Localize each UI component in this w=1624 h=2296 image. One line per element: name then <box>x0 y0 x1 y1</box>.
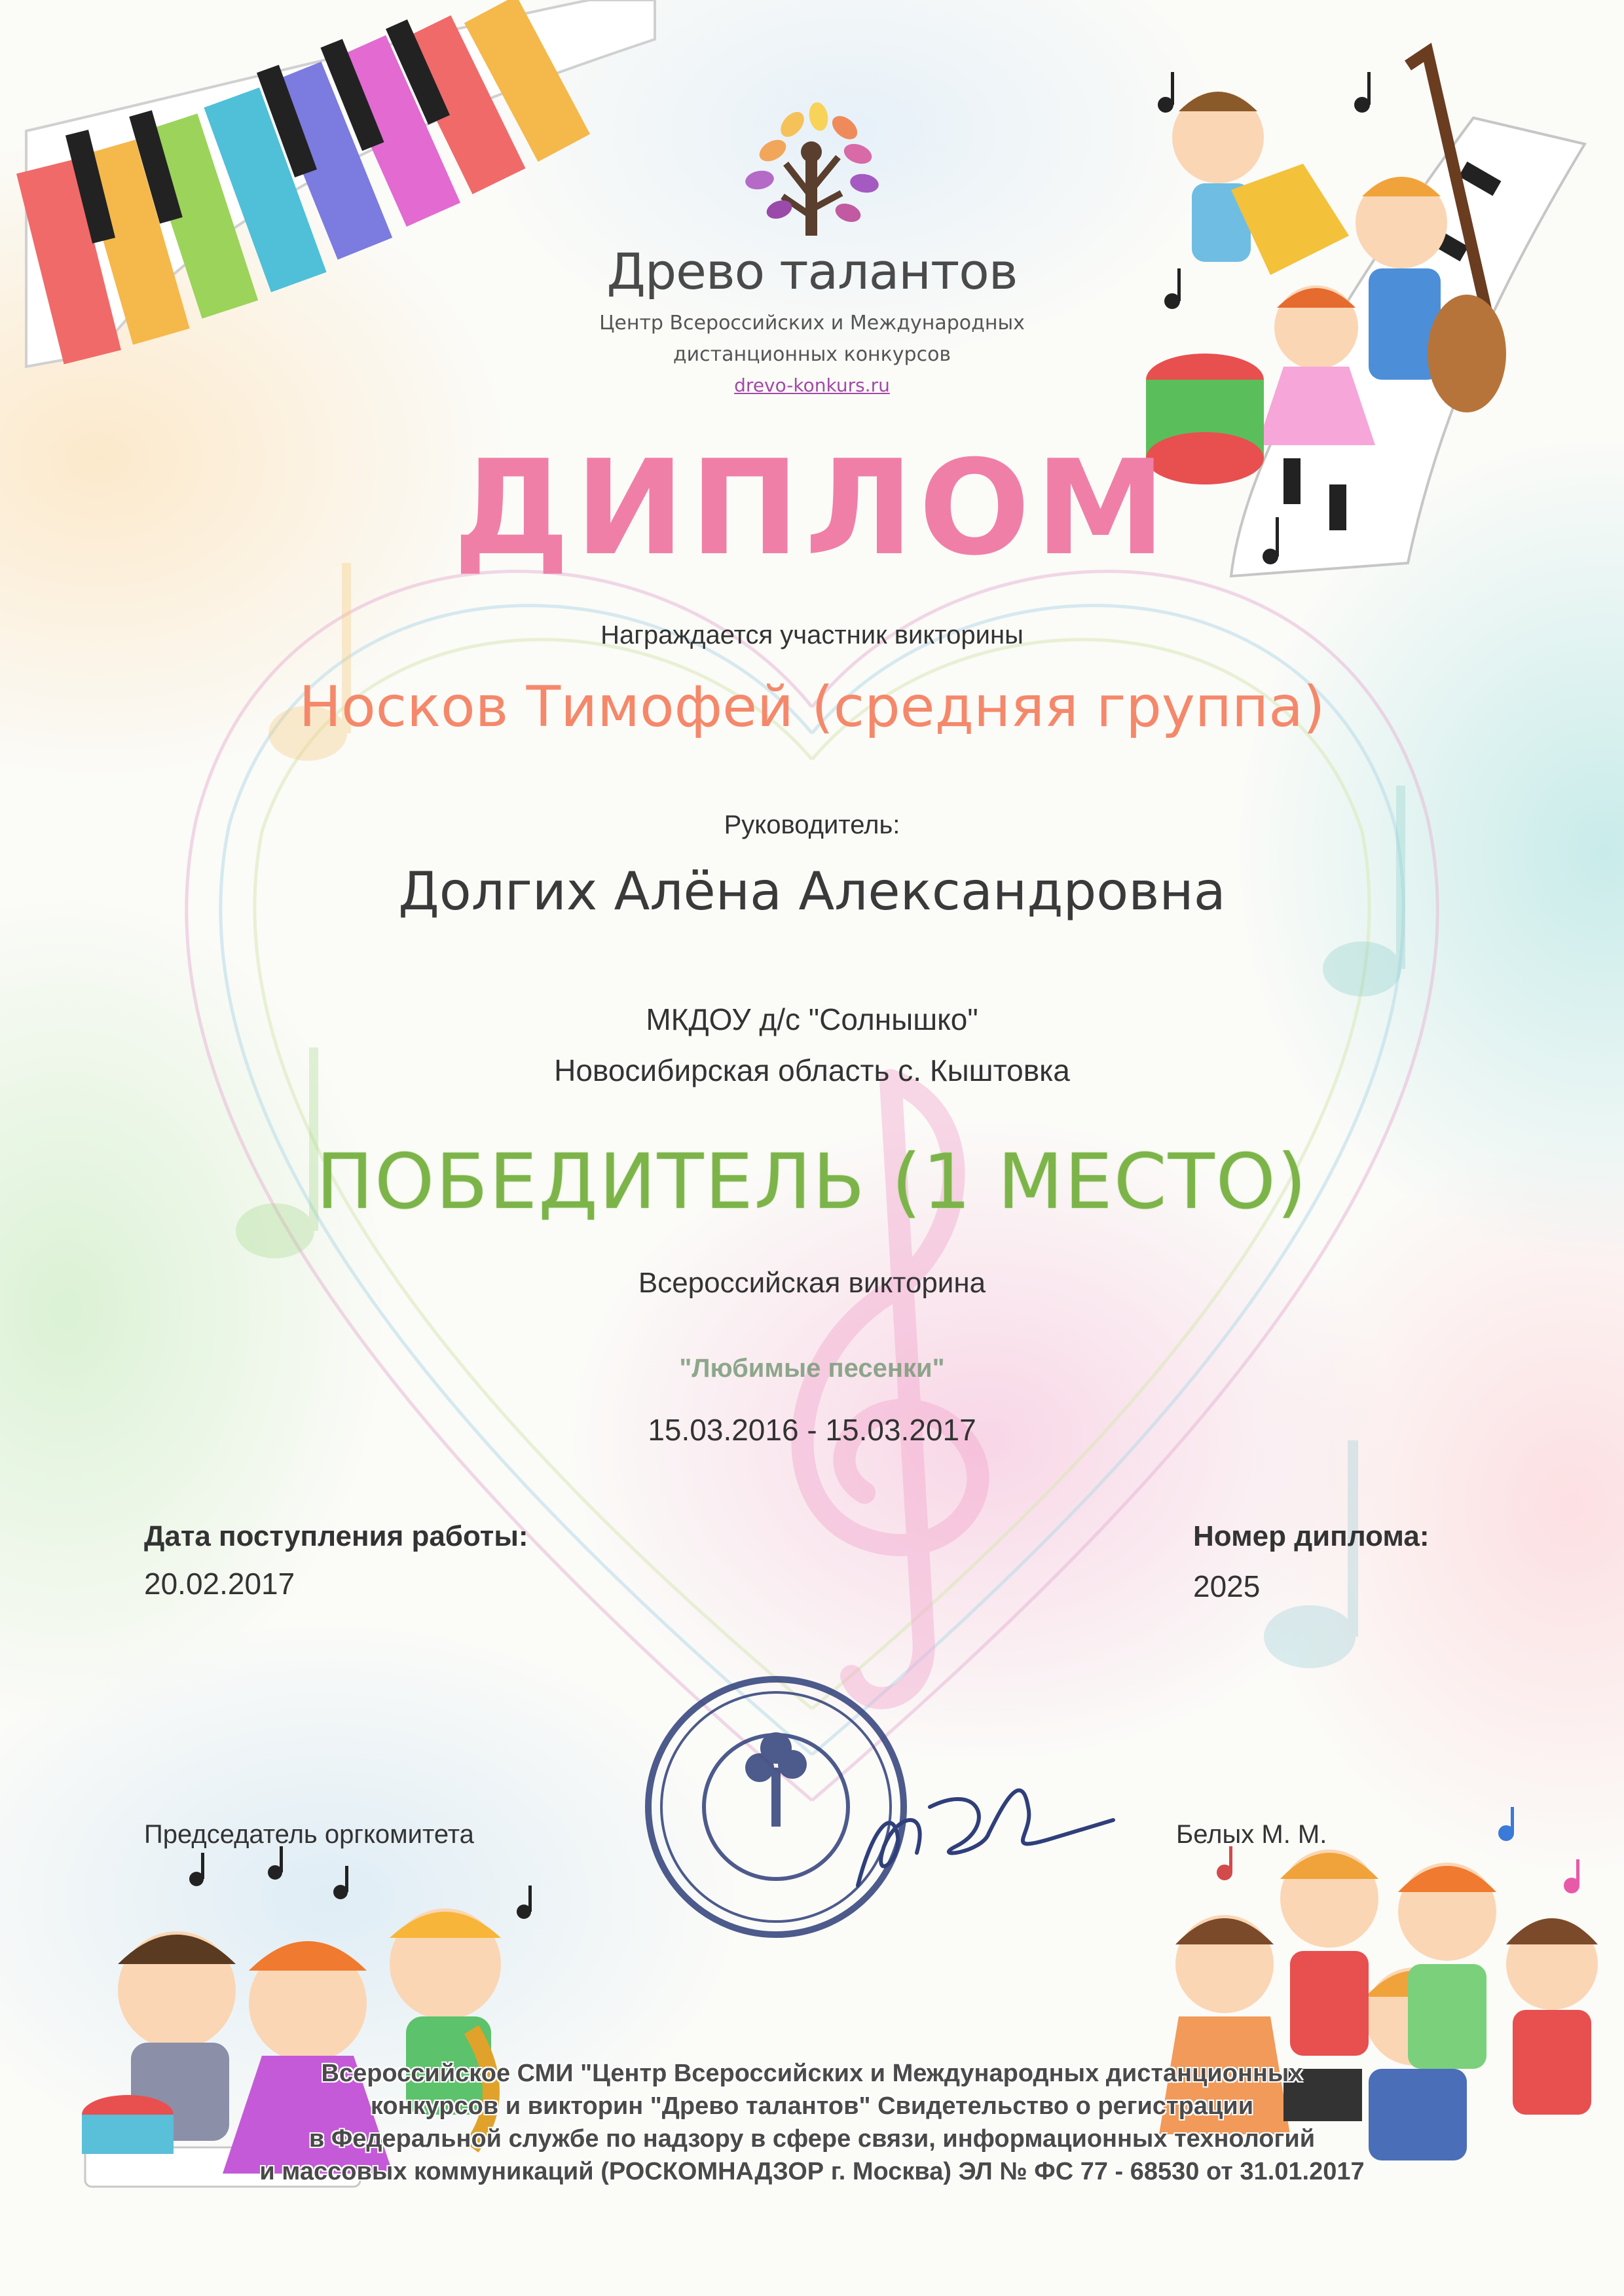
supervisor-label: Руководитель: <box>724 811 900 839</box>
brand-website-link[interactable]: drevo-konkurs.ru <box>734 374 890 396</box>
signature <box>858 1791 1113 1886</box>
chairman-label: Председатель оргкомитета <box>144 1820 474 1849</box>
diploma-number-value: 2025 <box>1193 1569 1261 1603</box>
participant-name: Носков Тимофей (средняя группа) <box>299 674 1325 740</box>
result-title: ПОБЕДИТЕЛЬ (1 МЕСТО) <box>316 1138 1308 1226</box>
footer-line4: и массовых коммуникаций (РОСКОМНАДЗОР г. Москва) ЭЛ № ФС 77 - 68530 от 31.01.2017 <box>259 2158 1365 2185</box>
quiz-name: "Любимые песенки" <box>679 1354 945 1383</box>
quiz-type: Всероссийская викторина <box>638 1267 986 1299</box>
organization-location: Новосибирская область с. Кыштовка <box>554 1053 1070 1087</box>
brand-name: Древо талантов <box>606 242 1018 301</box>
brand-subtitle-line2: дистанционных конкурсов <box>673 343 951 366</box>
footer-line2: конкурсов и викторин "Древо талантов" Свидетельство о регистрации <box>370 2092 1254 2120</box>
submission-date-label: Дата поступления работы: <box>144 1520 528 1552</box>
tree-logo <box>744 101 880 236</box>
diploma-number-label: Номер диплома: <box>1193 1520 1430 1552</box>
footer-line3: в Федеральной службе по надзору в сфере связи, информационных технологий <box>308 2125 1316 2153</box>
official-stamp <box>648 1679 904 1935</box>
awarded-label: Награждается участник викторины <box>600 621 1024 649</box>
organization-name: МКДОУ д/с "Солнышко" <box>646 1002 978 1036</box>
supervisor-name: Долгих Алёна Александровна <box>398 861 1226 922</box>
quiz-dates: 15.03.2016 - 15.03.2017 <box>648 1413 976 1447</box>
registration-footer <box>0 2057 1624 2188</box>
signatory-name: Белых М. М. <box>1176 1820 1327 1849</box>
brand-subtitle-line1: Центр Всероссийских и Международных <box>599 312 1025 335</box>
diploma-title: ДИПЛОМ <box>452 432 1172 585</box>
footer-line1: Всероссийское СМИ "Центр Всероссийских и Международных дистанционных <box>321 2060 1303 2087</box>
submission-date-value: 20.02.2017 <box>144 1567 295 1601</box>
